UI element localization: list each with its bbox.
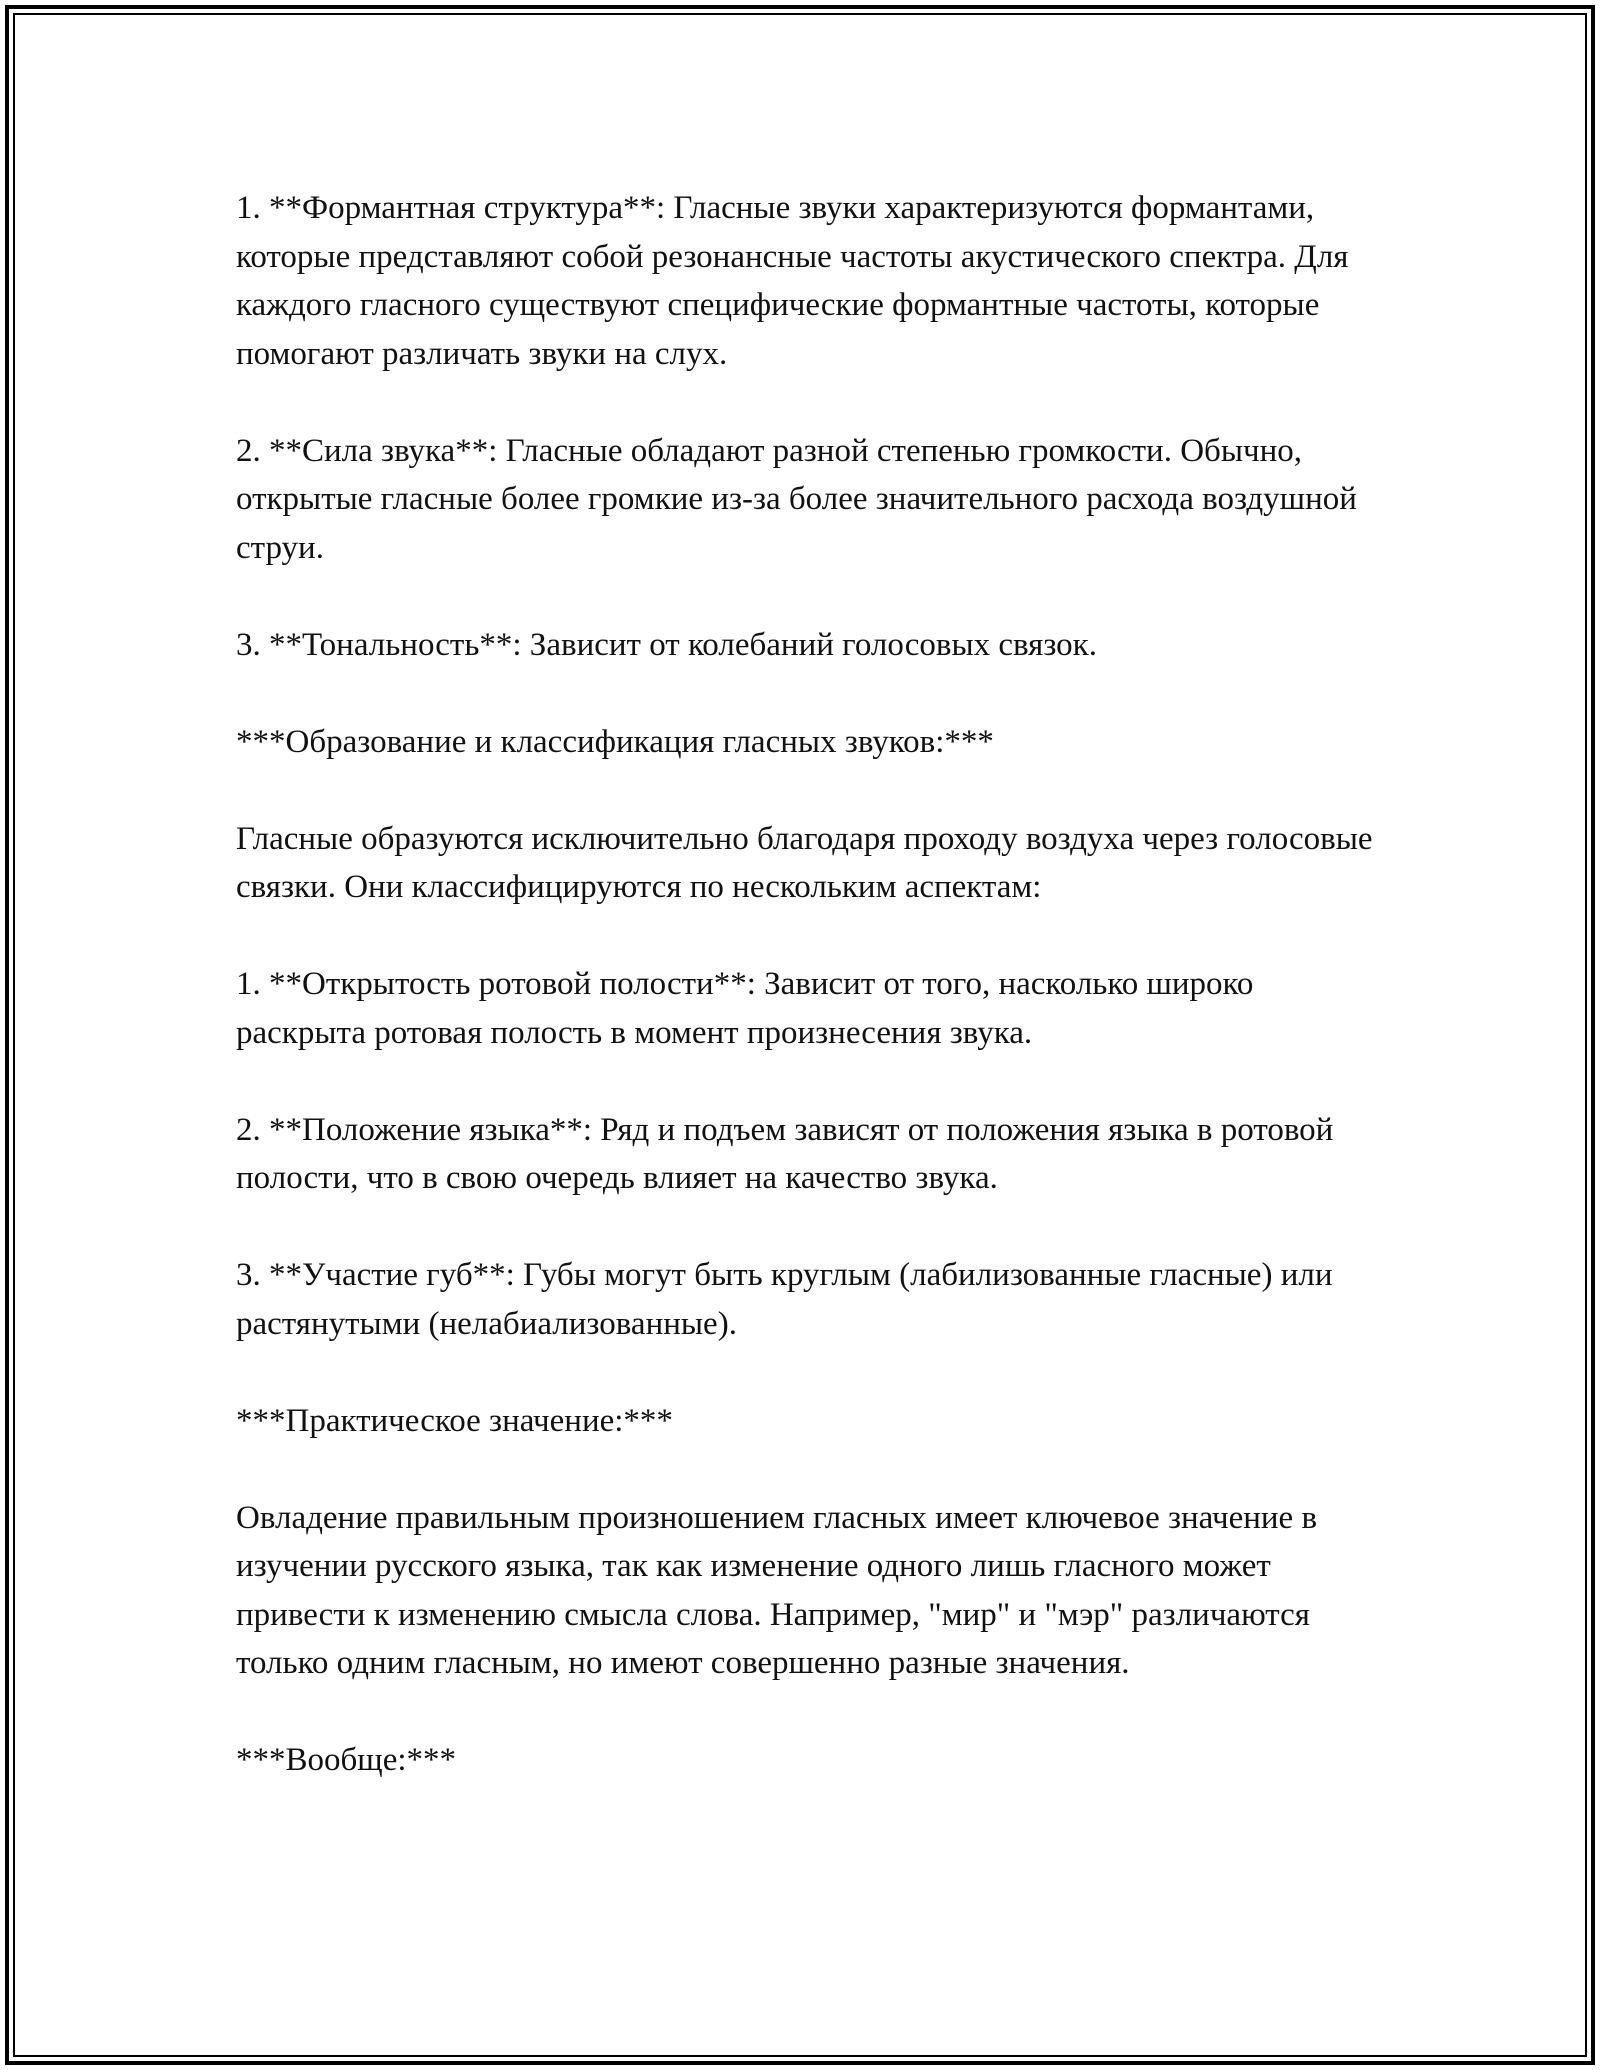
paragraph-mouth-openness: 1. **Открытость ротовой полости**: Зависит от того, насколько широко раскрыта ротовая полость в момент произнесения звука. (236, 966, 1254, 1051)
heading-in-general: ***Вообще:*** (236, 1742, 457, 1778)
heading-formation-classification: ***Образование и классификация гласных звуков:*** (236, 723, 994, 760)
paragraph-formation-intro: Гласные образуются исключительно благодаря проходу воздуха через голосовые связки. Они классифицируются по нескольким аспектам: (236, 820, 1373, 905)
paragraph-tonality: 3. **Тональность**: Зависит от колебаний голосовых связок. (236, 626, 1097, 663)
paragraph-formant-structure: 1. **Формантная структура**: Гласные звуки характеризуются формантами, которые представляют собой резонансные частоты акустического спектра. Для каждого гласного существуют специфические формантные частоты, которые помогают различать звуки на слух. (236, 190, 1349, 372)
paragraph-lip-participation: 3. **Участие губ**: Губы могут быть круглым (лабилизованные гласные) или растянутыми (нелабиализованные). (236, 1257, 1333, 1342)
paragraph-tongue-position: 2. **Положение языка**: Ряд и подъем зависят от положения языка в ротовой полости, что в свою очередь влияет на качество звука. (236, 1111, 1334, 1196)
paragraph-sound-strength: 2. **Сила звука**: Гласные обладают разной степенью громкости. Обычно, открытые гласные более громкие из-за более значительного расхода воздушной струи. (236, 432, 1357, 566)
document-body (236, 184, 1376, 1785)
paragraph-practical-significance: Овладение правильным произношением гласных имеет ключевое значение в изучении русского языка, так как изменение одного лишь гласного может привести к изменению смысла слова. Например, "мир" и "мэр" различаются только одним гласным, но имеют совершенно разные значения. (236, 1499, 1318, 1681)
heading-practical-significance: ***Практическое значение:*** (236, 1402, 673, 1439)
